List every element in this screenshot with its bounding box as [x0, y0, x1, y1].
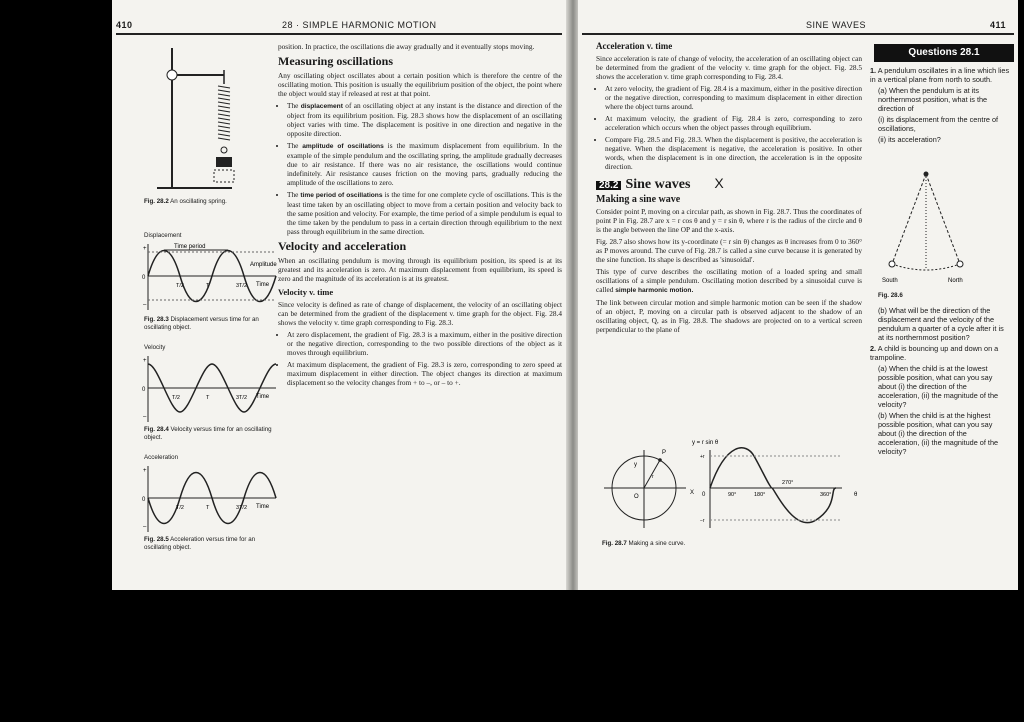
- header-rule: [116, 33, 562, 35]
- left-page: [112, 0, 570, 590]
- questions-column-bottom: (b) What will be the direction of the displacement and the velocity of the pendulum a quarter of a cycle after it is at its northernmost position? 2. A child is bouncing up and down on a trampoline. (a) When the child is at the lowest possible position, what can you say about (i) the direction of the acceleration, (ii) the magnitude of the velocity? (b) When the child is at the highest possible position, what can you say about (i) the direction of the acceleration, (ii) the magnitude of the velocity?: [870, 306, 1004, 456]
- fig-283-ylabel: Displacement: [144, 232, 182, 239]
- sine-curve-figure: [602, 436, 872, 536]
- heading-making-sine: Making a sine wave: [596, 194, 681, 205]
- heading-velocity-time: Velocity v. time: [278, 287, 334, 297]
- left-text-column: position. In practice, the oscillations die away gradually and it eventually stops moving. Measuring oscillations Any oscillating object oscillates about a certain position which is therefore the centre of the oscillating motion. This position is usually the equilibrium position of the object, the point where the object would stay if released at rest at that point. • The displacement of an oscillating object at any instant is the distance and direction of the object from its equilibrium position. Fig. 28.3 shows how the displacement of an oscillating object varies with time. The displacement is positive in one direction and negative in the opposite direction. • The amplitude of oscillations is the maximum displacement from equilibrium. In the example of the simple pendulum and the oscillating spring, the amplitude gradually decreases due to air resistance. If there was no air resistance, the oscillations would continue indefinitely. Air resistance causes friction on the moving parts, gradually reducing the amplitude of the oscillations to zero. • The time period of oscillations is the time for one complete cycle of oscillations. This is the least time taken by an oscillating object to move from a certain position and velocity back to the same position and velocity. For example, the time period of a simple pendulum is equal to the time taken by the pendulum to pass in a certain direction through equilibrium to the next pass through equilibrium in the same direction. Velocity and acceleration When an oscillating pendulum is moving through its equilibrium position, its speed is at its greatest and its acceleration is zero. At maximum displacement from equilibrium, its speed is zero and the magnitude of its acceleration is at its greatest. Velocity v. time Since velocity is defined as rate of change of displacement, the velocity of an oscillating object can be determined from the gradient of the displacement v. time graph for the object. Fig. 28.4 shows the velocity v. time graph corresponding to Fig. 28.3. • At zero displacement, the gradient of Fig. 28.3 is a maximum, either in the positive direction or the negative direction, corresponding to the two possible directions of the object as it moves through equilibrium. • At maximum displacement, the gradient of Fig. 28.3 is zero, corresponding to zero speed at maximum displacement in either direction. The object changes its direction at maximum displacement so the velocity changes from + to –, or – to +.: [278, 42, 562, 390]
- fig-285-ylabel: Acceleration: [144, 454, 179, 461]
- svg-text:+r: +r: [700, 454, 705, 460]
- running-head-right: SINE WAVES: [806, 20, 867, 30]
- displacement-graph: [140, 240, 280, 312]
- svg-text:0: 0: [142, 275, 146, 281]
- svg-text:–: –: [143, 302, 147, 308]
- fig-283-caption: Fig. 28.3 Displacement versus time for an oscillating object.: [144, 316, 259, 331]
- right-text-column: Acceleration v. time Since acceleration is rate of change of velocity, the acceleration of an oscillating object can be determined from the gradient of the velocity v. time graph for the object. Fig. 28.5 shows the acceleration v. time graph corresponding to Fig. 28.4. • At zero velocity, the gradient of Fig. 28.4 is a maximum, either in the positive direction or the negative direction, corresponding to maximum displacement in either direction where the object turns around. • At maximum velocity, the gradient of Fig. 28.4 is zero, corresponding to zero acceleration which occurs when the object passes through equilibrium. • Compare Fig. 28.5 and Fig. 28.3. When the displacement is positive, the acceleration is negative. When the displacement is negative, the acceleration is positive. In other words, when the displacement is in one direction, the acceleration is in the opposite direction. 28.2 Sine waves X Making a sine wave Consider point P, moving on a circular path, as shown in Fig. 28.7. Thus the coordinates of point P in Fig. 28.7 are x = r cos θ and y = r sin θ, where r is the radius of the circle and θ is the angle between the line OP and the x-axis. Fig. 28.7 also shows how its y-coordinate (= r sin θ) changes as θ increases from 0 to 360° as P moves around. The curve of Fig. 28.7 is called a sine curve because it is generated by the sine function. Its shape is described as 'sinusoidal'. This type of curve describes the oscillating motion of a loaded spring and small oscillations of a simple pendulum. Oscillating motion described by a sinusoidal curve is called simple harmonic motion. The link between circular motion and simple harmonic motion can be seen if the shadow of an object, P, moving on a circular path is observed adjacent to the shadow of an oscillating object, Q, as in Fig. 28.8. The shadows are projected on to a vertical screen perpendicular to the plane of: [596, 42, 862, 337]
- svg-text:Time period: Time period: [174, 244, 206, 250]
- fig-284-caption: Fig. 28.4 Velocity versus time for an oscillating object.: [144, 426, 272, 441]
- svg-text:270°: 270°: [782, 480, 794, 486]
- header-rule-right: [582, 33, 1014, 35]
- svg-text:Time: Time: [256, 394, 270, 400]
- svg-text:–: –: [143, 414, 147, 420]
- svg-text:+: +: [143, 246, 147, 252]
- svg-text:0: 0: [142, 387, 146, 393]
- svg-text:90°: 90°: [728, 492, 737, 498]
- velocity-graph: [140, 352, 280, 424]
- heading-velocity-acceleration: Velocity and acceleration: [278, 239, 407, 253]
- heading-acceleration-time: Acceleration v. time: [596, 41, 673, 51]
- running-head-left: 28 · SIMPLE HARMONIC MOTION: [282, 20, 437, 30]
- pendulum-figure: [878, 168, 978, 288]
- svg-text:–: –: [143, 524, 147, 530]
- svg-text:T/2: T/2: [176, 505, 184, 511]
- page-number-right: 411: [990, 20, 1007, 30]
- questions-column-top: 1. A pendulum oscillates in a line which lies in a vertical plane from north to south. (a) When the pendulum is at its northernmost position, what is the direction of (i) its displacement from the centre of oscillations, (ii) its acceleration?: [870, 66, 1010, 144]
- svg-text:Amplitude: Amplitude: [250, 262, 277, 268]
- fig-282-caption: Fig. 28.2 An oscillating spring.: [144, 198, 227, 205]
- right-page: [578, 0, 1018, 590]
- svg-text:3T/2: 3T/2: [236, 505, 248, 511]
- svg-text:T/2: T/2: [172, 395, 180, 401]
- svg-text:T: T: [206, 283, 210, 289]
- svg-text:3T/2: 3T/2: [236, 283, 248, 289]
- svg-text:0: 0: [142, 497, 146, 503]
- svg-text:r: r: [652, 474, 654, 480]
- fig-286-label: Fig. 28.6: [878, 292, 903, 299]
- svg-text:T: T: [206, 505, 210, 511]
- svg-text:North: North: [948, 278, 963, 284]
- svg-text:180°: 180°: [754, 492, 766, 498]
- svg-text:+: +: [143, 358, 147, 364]
- questions-header: Questions 28.1: [874, 44, 1014, 62]
- svg-text:0: 0: [702, 492, 706, 498]
- fig-284-ylabel: Velocity: [144, 344, 166, 351]
- svg-text:T/2: T/2: [176, 283, 184, 289]
- handwritten-mark: X: [714, 175, 724, 191]
- heading-measuring: Measuring oscillations: [278, 54, 394, 68]
- svg-text:P: P: [662, 450, 667, 456]
- svg-text:y = r sin θ: y = r sin θ: [692, 440, 719, 446]
- svg-text:+: +: [143, 468, 147, 474]
- svg-text:South: South: [882, 278, 898, 284]
- page-number-left: 410: [116, 20, 133, 30]
- fig-287-caption: Fig. 28.7 Making a sine curve.: [602, 540, 686, 547]
- svg-text:Time: Time: [256, 282, 270, 288]
- svg-text:O: O: [634, 494, 639, 500]
- svg-text:y: y: [634, 462, 637, 468]
- spring-figure: [152, 40, 262, 190]
- svg-text:X: X: [690, 490, 695, 496]
- fig-285-caption: Fig. 28.5 Acceleration versus time for an oscillating object.: [144, 536, 256, 551]
- svg-text:Time: Time: [256, 504, 270, 510]
- svg-text:θ: θ: [854, 492, 858, 498]
- svg-text:−r: −r: [700, 518, 705, 524]
- svg-text:3T/2: 3T/2: [236, 395, 248, 401]
- svg-text:360°: 360°: [820, 492, 832, 498]
- heading-sine-waves: 28.2 Sine waves X: [596, 179, 862, 190]
- svg-text:T: T: [206, 395, 210, 401]
- acceleration-graph: [140, 462, 280, 534]
